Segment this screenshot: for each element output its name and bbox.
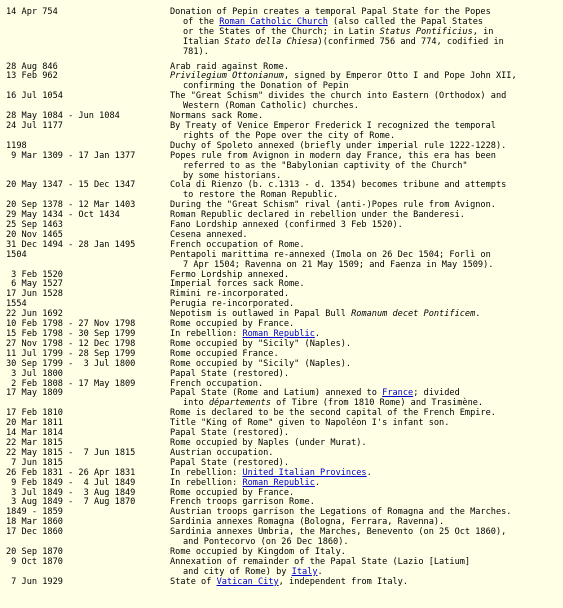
text-segment: Duchy of Spoleto annexed (briefly under imperial rule 1222-1228). bbox=[170, 140, 507, 151]
chronology-entry bbox=[0, 152, 563, 182]
chronology-entry bbox=[0, 122, 563, 142]
entry-date: 29 May 1434 - Oct 1434 bbox=[6, 210, 120, 221]
text-segment: or the States of the Church; in Latin bbox=[183, 26, 380, 37]
text-segment: During the "Great Schism" rival (anti-)Popes rule from Avignon. bbox=[170, 200, 496, 211]
text-segment: Rome occupied by France. bbox=[170, 319, 295, 330]
text-segment: Imperial forces sack Rome. bbox=[170, 279, 305, 290]
entry-date: 9 Mar 1309 - 17 Jan 1377 bbox=[6, 150, 136, 161]
text-segment: confirming the Donation of Pepin bbox=[183, 81, 349, 92]
text-segment: State of bbox=[170, 576, 217, 587]
text-segment: French troops garrison Rome. bbox=[170, 497, 315, 508]
chronology-entry bbox=[0, 558, 563, 578]
chronology-entry bbox=[0, 72, 563, 92]
text-segment: rights of the Pope over the city of Rome. bbox=[183, 130, 396, 141]
chronology-entry bbox=[0, 92, 563, 112]
entry-description bbox=[170, 558, 560, 578]
text-segment: French occupation. bbox=[170, 378, 264, 389]
text-segment: Papal State (restored). bbox=[170, 368, 289, 379]
entry-date: 20 Sep 1870 bbox=[6, 546, 63, 557]
text-segment: Cola di Rienzo (b. c.1313 - d. 1354) becomes tribune and attempts bbox=[170, 180, 507, 191]
entry-date: 14 Apr 754 bbox=[6, 7, 58, 17]
entry-date: 28 May 1084 - Jun 1084 bbox=[6, 111, 120, 122]
wiki-link[interactable]: United Italian Provinces bbox=[242, 467, 367, 478]
text-segment: ; divided bbox=[413, 388, 460, 399]
wiki-link[interactable]: Roman Catholic Church bbox=[219, 16, 328, 27]
text-segment: Title "King of Rome" given to Napoléon I's infant son. bbox=[170, 418, 450, 429]
text-segment: . bbox=[317, 566, 323, 577]
text-segment: , in bbox=[472, 26, 494, 37]
text-segment: (also called the Papal States bbox=[327, 16, 484, 27]
chronology-entry bbox=[0, 221, 563, 231]
description-line bbox=[170, 38, 560, 48]
text-segment: Cesena annexed. bbox=[170, 229, 248, 240]
italic-term: départements bbox=[208, 398, 271, 409]
text-segment: Rome occupied by Naples (under Murat). bbox=[170, 437, 367, 448]
text-segment: Rome occupied by "Sicily" (Naples). bbox=[170, 338, 352, 349]
entry-date: 6 May 1527 bbox=[6, 279, 63, 290]
entry-date: 27 Nov 1798 - 12 Dec 1798 bbox=[6, 338, 136, 349]
text-segment: Perugia re-incorporated. bbox=[170, 299, 295, 310]
entry-date: 3 Feb 1520 bbox=[6, 269, 63, 280]
entry-date: 28 Aug 846 bbox=[6, 61, 58, 72]
wiki-link[interactable]: Italy bbox=[291, 566, 318, 577]
entry-date: 9 Oct 1870 bbox=[6, 556, 63, 567]
description-line bbox=[170, 48, 560, 58]
text-segment: Austrian troops garrison the Legations of Romagna and the Marches. bbox=[170, 507, 512, 518]
chronology-entry bbox=[0, 528, 563, 548]
text-segment: Rome occupied by "Sicily" (Naples). bbox=[170, 358, 352, 369]
text-segment: Nepotism is outlawed in Papal Bull bbox=[170, 309, 352, 320]
text-segment: Fermo Lordship annexed. bbox=[170, 269, 289, 280]
text-segment: By Treaty of Venice Emperor Frederick I recognized the temporal bbox=[170, 120, 496, 131]
entry-date: 3 Aug 1849 - 7 Aug 1870 bbox=[6, 497, 136, 508]
entry-date: 20 May 1347 - 15 Dec 1347 bbox=[6, 180, 136, 191]
entry-date: 31 Dec 1494 - 28 Jan 1495 bbox=[6, 239, 136, 250]
text-segment: Rome occupied by Kingdom of Italy. bbox=[170, 546, 346, 557]
entry-date: 7 Jun 1929 bbox=[6, 576, 63, 587]
text-segment: into bbox=[183, 398, 209, 409]
text-segment: In rebellion: bbox=[170, 467, 243, 478]
entry-description bbox=[170, 152, 560, 182]
italic-term: Status Pontificius bbox=[379, 26, 473, 37]
text-segment: Italian bbox=[183, 36, 225, 47]
entry-date: 10 Feb 1798 - 27 Nov 1798 bbox=[6, 319, 136, 330]
entry-date: 24 Jul 1177 bbox=[6, 120, 63, 131]
entry-date: 26 Feb 1831 - 26 Apr 1831 bbox=[6, 467, 136, 478]
entry-date: 20 Sep 1378 - 12 Mar 1403 bbox=[6, 200, 136, 211]
text-segment: and Pontecorvo (on 26 Dec 1860). bbox=[183, 537, 349, 548]
entry-description bbox=[170, 92, 560, 112]
text-segment: 7 Apr 1504; Ravenna on 21 May 1509; and Faenza in May 1509). bbox=[183, 259, 494, 270]
text-segment: French occupation of Rome. bbox=[170, 239, 305, 250]
wiki-link[interactable]: Roman Republic bbox=[242, 329, 315, 339]
text-segment: referred to as the "Babylonian captivity of the Church" bbox=[183, 160, 468, 171]
text-segment: Annexation of remainder of the Papal State (Lazio [Latium] bbox=[170, 556, 471, 567]
entry-date: 15 Feb 1798 - 30 Sep 1799 bbox=[6, 329, 136, 339]
chronology-entry bbox=[0, 389, 563, 409]
entry-date: 16 Jul 1054 bbox=[6, 91, 63, 102]
text-segment: Donation of Pepin creates a temporal Papal State for the Popes bbox=[170, 7, 491, 17]
entry-description bbox=[170, 578, 560, 588]
entry-description bbox=[170, 72, 560, 92]
italic-term: Romanum decet Pontificem bbox=[351, 309, 476, 320]
entry-date: 14 Mar 1814 bbox=[6, 428, 63, 439]
text-segment: and city of Rome) by bbox=[183, 566, 292, 577]
entry-description bbox=[170, 8, 560, 58]
entry-date: 9 Feb 1849 - 4 Jul 1849 bbox=[6, 477, 136, 488]
description-line bbox=[170, 578, 560, 588]
text-segment: Fano Lordship annexed (confirmed 3 Feb 1520). bbox=[170, 220, 403, 231]
text-segment: Sardinia annexes Umbria, the Marches, Benevento (on 25 Oct 1860), bbox=[170, 527, 507, 538]
chronology-entry bbox=[0, 251, 563, 271]
entry-date: 3 Jul 1849 - 3 Aug 1849 bbox=[6, 487, 136, 498]
entry-date: 1849 - 1859 bbox=[6, 507, 63, 518]
text-segment: 781). bbox=[183, 46, 209, 57]
text-segment: , signed by Emperor Otto I and Pope John XII, bbox=[283, 71, 517, 82]
text-segment: Western (Roman Catholic) churches. bbox=[183, 101, 359, 112]
entry-date: 22 Jun 1692 bbox=[6, 309, 63, 320]
entry-date: 7 Jun 1815 bbox=[6, 457, 63, 468]
italic-term: Stato della Chiesa bbox=[224, 36, 318, 47]
chronology-entry bbox=[0, 8, 563, 58]
text-segment: In rebellion: bbox=[170, 477, 243, 488]
text-segment: . bbox=[314, 477, 321, 488]
entry-date: 1554 bbox=[6, 299, 27, 310]
chronology-entry bbox=[0, 181, 563, 201]
text-segment: Papal State (restored). bbox=[170, 428, 289, 439]
entry-date: 18 Mar 1860 bbox=[6, 517, 63, 528]
text-segment: The "Great Schism" divides the church into Eastern (Orthodox) and bbox=[170, 91, 507, 102]
text-segment: Rome occupied France. bbox=[170, 348, 279, 359]
text-segment: . bbox=[475, 309, 481, 320]
text-segment: In rebellion: bbox=[170, 329, 243, 339]
text-segment: )(confirmed 756 and 774, codified in bbox=[317, 36, 504, 47]
entry-date: 22 Mar 1815 bbox=[6, 437, 63, 448]
text-segment: Roman Republic declared in rebellion under the Banderesi. bbox=[170, 210, 465, 221]
text-segment: . bbox=[314, 329, 321, 339]
text-segment: Sardinia annexes Romagna (Bologna, Ferrara, Ravenna). bbox=[170, 517, 445, 528]
entry-description bbox=[170, 181, 560, 201]
text-segment: of Tibre (from 1810 Rome) and Trasimène. bbox=[270, 398, 484, 409]
text-segment: Pentapoli marittima re-annexed (Imola on 26 Dec 1504; Forlì on bbox=[170, 249, 491, 260]
entry-date: 2 Feb 1808 - 17 May 1809 bbox=[6, 378, 136, 389]
text-segment: by some historians. bbox=[183, 170, 282, 181]
text-segment: Austrian occupation. bbox=[170, 447, 274, 458]
text-segment: Popes rule from Avignon in modern day France, this era has been bbox=[170, 150, 496, 161]
entry-date: 17 Jun 1528 bbox=[6, 289, 63, 300]
entry-date: 3 Jul 1800 bbox=[6, 368, 63, 379]
text-segment: , independent from Italy. bbox=[278, 576, 409, 587]
entry-date: 20 Mar 1811 bbox=[6, 418, 63, 429]
entry-description bbox=[170, 528, 560, 548]
italic-term: Privilegium Ottonianum bbox=[170, 71, 284, 82]
text-segment: Papal State (restored). bbox=[170, 457, 289, 468]
wiki-link[interactable]: France bbox=[382, 388, 414, 399]
text-segment: Rome is declared to be the second capital of the French Empire. bbox=[170, 408, 496, 419]
text-segment: Rimini re-incorporated. bbox=[170, 289, 289, 300]
text-segment: Normans sack Rome. bbox=[170, 111, 264, 122]
chronology-table bbox=[0, 8, 563, 588]
entry-description bbox=[170, 122, 560, 142]
wiki-link[interactable]: Roman Republic bbox=[242, 477, 315, 488]
entry-description bbox=[170, 389, 560, 409]
entry-date: 1198 bbox=[6, 140, 27, 151]
entry-date: 11 Jul 1799 - 28 Sep 1799 bbox=[6, 348, 136, 359]
entry-date: 17 May 1809 bbox=[6, 388, 63, 399]
chronology-entry bbox=[0, 578, 563, 588]
text-segment: to restore the Roman Republic. bbox=[183, 190, 339, 201]
text-segment: of the bbox=[183, 16, 220, 27]
entry-date: 13 Feb 962 bbox=[6, 71, 58, 82]
entry-date: 17 Dec 1860 bbox=[6, 527, 63, 538]
entry-date: 30 Sep 1799 - 3 Jul 1800 bbox=[6, 358, 136, 369]
entry-date: 25 Sep 1463 bbox=[6, 220, 63, 231]
entry-date: 22 May 1815 - 7 Jun 1815 bbox=[6, 447, 136, 458]
entry-date: 20 Nov 1465 bbox=[6, 229, 63, 240]
text-segment: . bbox=[366, 467, 372, 478]
text-segment: Papal State (Rome and Latium) annexed to bbox=[170, 388, 383, 399]
text-segment: Arab raid against Rome. bbox=[170, 61, 289, 72]
wiki-link[interactable]: Vatican City bbox=[216, 576, 279, 587]
entry-date: 17 Feb 1810 bbox=[6, 408, 63, 419]
entry-date: 1504 bbox=[6, 249, 27, 260]
entry-description bbox=[170, 251, 560, 271]
text-segment: Rome occupied by France. bbox=[170, 487, 295, 498]
